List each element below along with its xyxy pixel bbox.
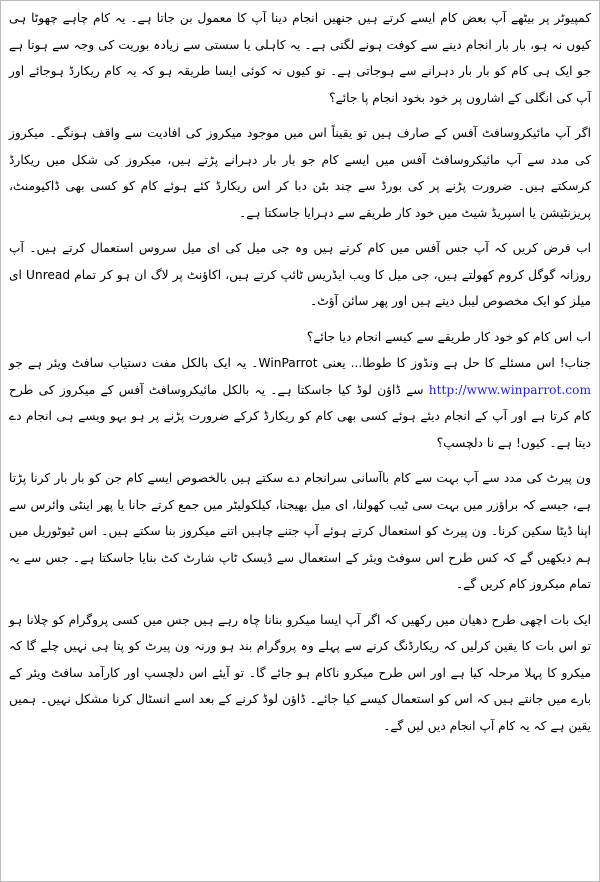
paragraph-gmail-example: اب فرض کریں کہ آپ جس آفس میں کام کرتے ہیں وہ جی میل کی ای میل سروس استعمال کرتے ہیں۔ آپ روزانہ گوگل کروم کھولتے ہیں، جی میل کا ویب ایڈریس ٹائپ کرتے ہیں، اکاؤنٹ پر لاگ ان ہو کر تمام Unread ای میلز کو ایک مخصوص لیبل دیتے ہیں اور پھر سائن آؤٹ۔ <box>9 241 591 308</box>
winparrot-link[interactable]: http://www.winparrot.com <box>428 382 591 397</box>
winparrot-description-text: سے ڈاؤن لوڈ کیا جاسکتا ہے۔ یہ بالکل مائیکروسافٹ آفس کے میکروز کی طرح کام کرتا ہے اور آپ کے انجام دیئے ہوئے کسی بھی کام کو ریکارڈ کرکے ضرورت پڑنے پر ہو بہو ویسے ہی انجام دے دیتا ہے۔ کیوں! ہے نا دلچسپ؟ <box>9 382 591 450</box>
paragraph-intro: کمپیوٹر پر بیٹھے آپ بعض کام ایسے کرتے ہیں جنھیں انجام دینا آپ کا معمول بن جاتا ہے۔ یہ کام چاہے چھوٹا ہی کیوں نہ ہو، بار بار انجام دینے سے کوفت ہونے لگتی ہے۔ یہ کاہلی یا سستی سے زیادہ بوریت کی وجہ سے ہوتا ہے جو ایک ہی کام کو بار بار دہرانے سے ہوجاتی ہے۔ تو کیوں نہ کوئی ایسا طریقہ ہو کہ یہ کام ریکارڈ ہوجائے اور آپ کی انگلی کے اشاروں پر خود بخود انجام پا جائے؟ <box>9 11 591 105</box>
winparrot-intro-text: جناب! اس مسئلے کا حل ہے ونڈوز کا طوطا... یعنی WinParrot۔ یہ ایک بالکل مفت دستیاب سافٹ ویئر ہے جو <box>9 356 591 370</box>
question-line: اب اس کام کو خود کار طریقے سے کیسے انجام دیا جائے؟ <box>306 329 591 344</box>
paragraph-winparrot <box>9 324 591 457</box>
paragraph-office-macros: اگر آپ مائیکروسافٹ آفس کے صارف ہیں تو یقیناً اس میں موجود میکروز کی افادیت سے واقف ہونگے۔ میکروز کی مدد سے آپ مائیکروسافٹ آفس میں ایسے کام جو بار بار دہرانے پڑتے ہیں، میکروز کی شکل میں ریکارڈ کرسکتے ہیں۔ ضرورت پڑنے پر کی بورڈ سے چند بٹن دبا کر اس ریکارڈ کئے ہوئے کام کو کسی بھی ڈاکیومنٹ، پریزنٹیشن یا اسپریڈ شیٹ میں خود کار طریقے سے دہرایا جاسکتا ہے۔ <box>9 126 591 220</box>
paragraph-tip: ایک بات اچھی طرح دھیان میں رکھیں کہ اگر آپ ایسا میکرو بنانا چاہ رہے ہیں جس میں کسی پروگرام کو چلانا ہو تو اس بات کا یقین کرلیں کہ ریکارڈنگ کرنے سے پہلے وہ پروگرام بند ہو ورنہ ون پیرٹ کو پتا ہی نہیں چلے گا کہ میکرو کا پہلا مرحلہ کیا ہے اور اس طرح میکرو ناکام ہو جائے گا۔ تو آیئے اس دلچسپ اور کارآمد سافٹ ویئر کے بارے میں جانتے ہیں کہ اس کو استعمال کیسے کیا جائے۔ ڈاؤن لوڈ کرنے کے بعد اسے انسٹال کرنا مشکل نہیں۔ ہمیں یقین ہے کہ یہ کام آپ انجام دیں لیں گے۔ <box>9 612 591 733</box>
paragraph-uses: ون پیرٹ کی مدد سے آپ بہت سے کام باآسانی سرانجام دے سکتے ہیں بالخصوص ایسے کام جن کو بار بار کرنا پڑتا ہے، جیسے کہ براؤزر میں بہت سی ٹیب کھولنا، ای میل بھیجنا، کیلکولیٹر میں جمع کرتے جانا یا پھر اینٹی وائرس سے اپنا ڈیٹا سکین کرنا۔ ون پیرٹ کو استعمال کرتے ہوئے آپ جتنے چاہیں اتنے میکروز بنا سکتے ہیں۔ اس ٹیوٹوریل میں ہم دیکھیں گے کہ کس طرح اس سوفٹ ویئر کے استعمال سے ڈیسک ٹاپ شارٹ کٹ بنایا جاسکتا ہے۔ جس سے یہ تمام میکروز کام کریں گے۔ <box>9 471 591 591</box>
